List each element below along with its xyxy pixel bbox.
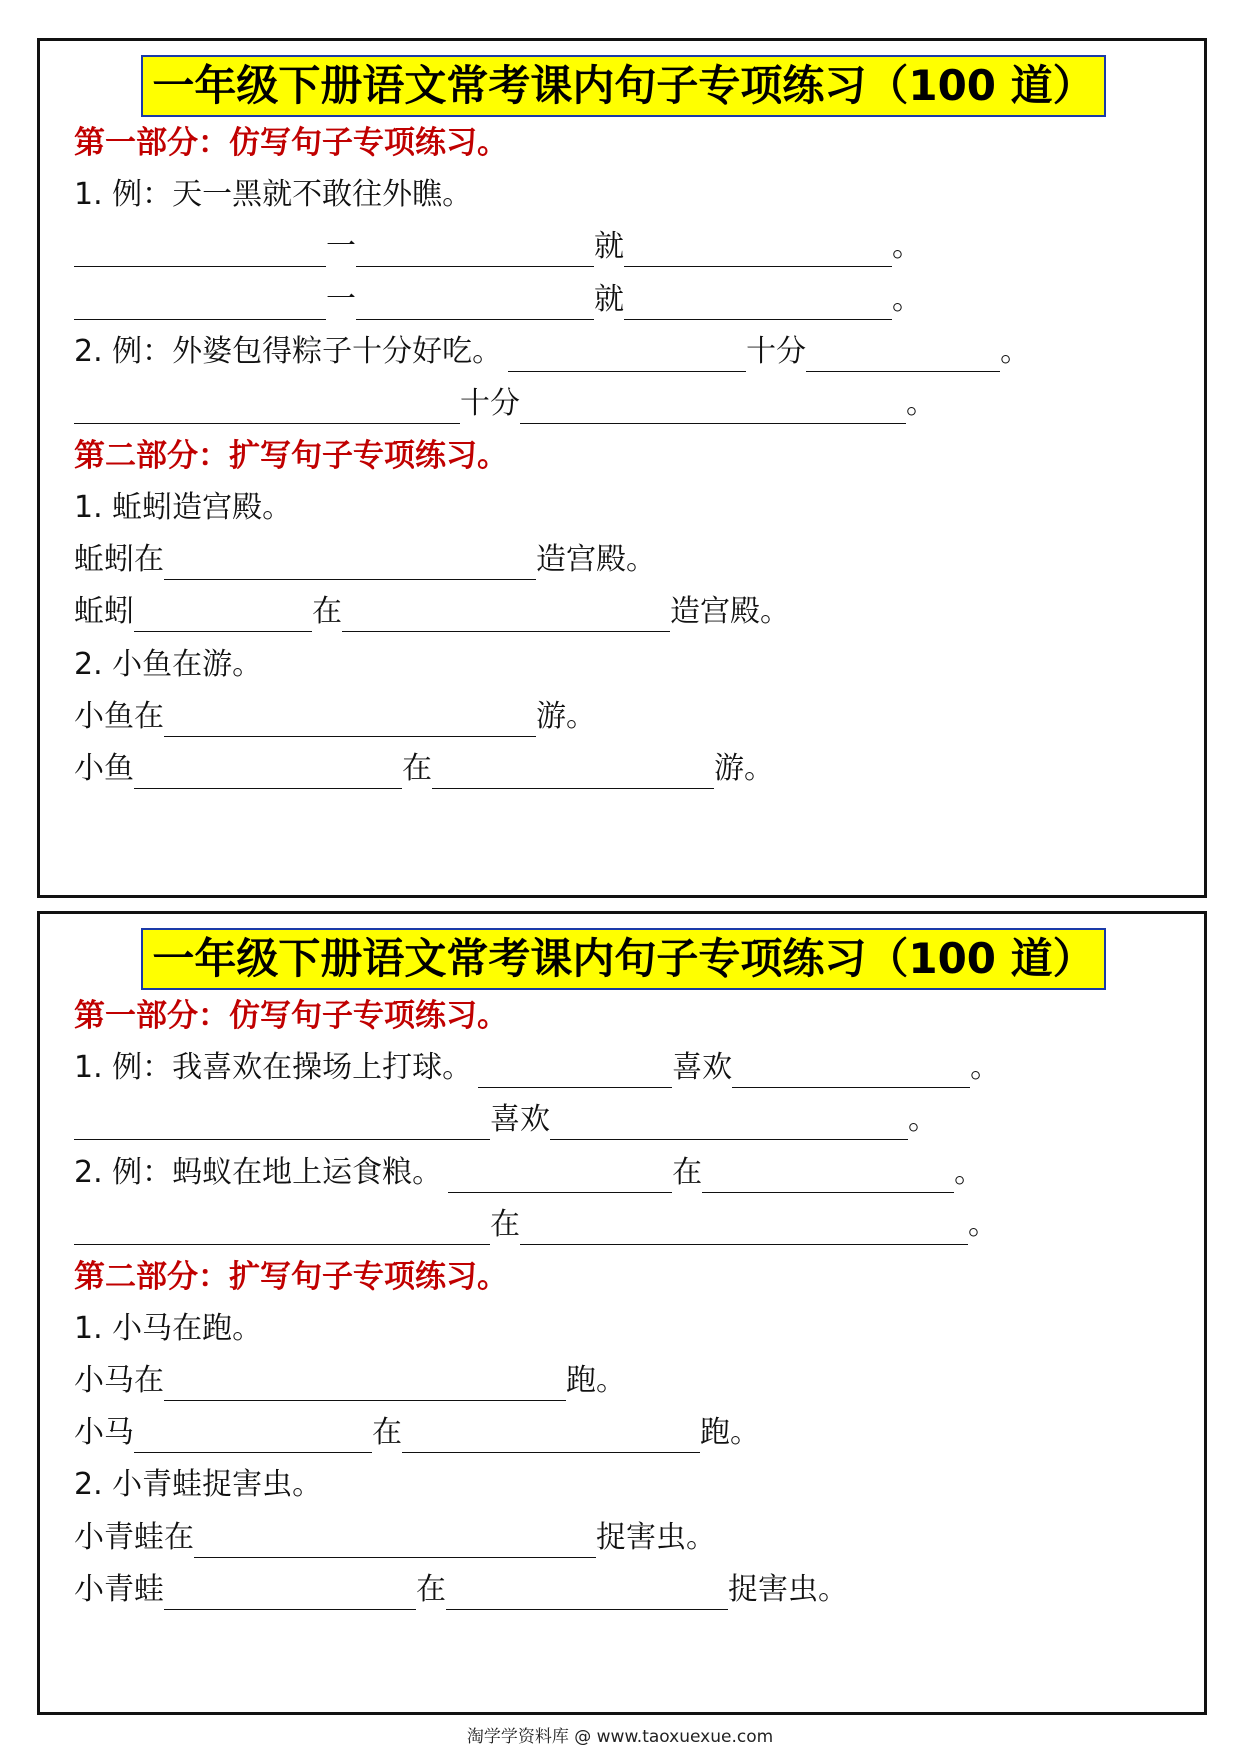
blank[interactable]: [550, 1103, 908, 1140]
blank[interactable]: [732, 1051, 970, 1088]
blank[interactable]: [74, 387, 460, 424]
example-sentence-2: 2. 例：蚂蚁在地上运食粮。: [74, 1155, 443, 1190]
word: 在: [416, 1572, 446, 1607]
expand-sentence-2: 2. 小青蛙捉害虫。: [74, 1467, 323, 1502]
blank[interactable]: [134, 1416, 372, 1453]
blank[interactable]: [134, 595, 312, 632]
blank[interactable]: [74, 230, 326, 267]
blank[interactable]: [134, 752, 402, 789]
fill-line: [74, 697, 596, 737]
word: 在: [672, 1155, 703, 1190]
fill-line: [74, 1361, 626, 1401]
worksheet-title: 一年级下册语文常考课内句子专项练习（100 道）: [141, 928, 1106, 990]
period: 。: [892, 282, 922, 317]
word: 蚯蚓在: [74, 542, 164, 577]
period: 。: [908, 1102, 938, 1137]
fill-line: [74, 1518, 716, 1558]
fill-line: [74, 227, 922, 267]
example-sentence-1: 1. 例：我喜欢在操场上打球。: [74, 1050, 473, 1085]
blank[interactable]: [356, 230, 594, 267]
fill-line: [74, 280, 922, 320]
fill-line: [74, 384, 936, 424]
word: 在: [490, 1207, 520, 1242]
worksheet-title: 一年级下册语文常考课内句子专项练习（100 道）: [141, 55, 1106, 117]
fill-line: [74, 749, 774, 789]
blank[interactable]: [446, 1573, 728, 1610]
part1-heading: 第一部分：仿写句子专项练习。: [74, 125, 508, 161]
part1-heading: 第一部分：仿写句子专项练习。: [74, 998, 508, 1034]
blank[interactable]: [702, 1156, 954, 1193]
word: 一: [326, 229, 356, 264]
blank[interactable]: [402, 1416, 700, 1453]
word: 在: [372, 1415, 402, 1450]
fill-line: [74, 1205, 998, 1245]
period: 。: [968, 1207, 998, 1242]
fill-line: [74, 1413, 760, 1453]
blank[interactable]: [74, 1208, 490, 1245]
worksheet-card-1: [37, 38, 1207, 898]
word: 喜欢: [490, 1102, 550, 1137]
word: 在: [402, 751, 432, 786]
fill-line: [74, 1100, 938, 1140]
expand-sentence-1: 1. 蚯蚓造宫殿。: [74, 490, 293, 525]
expand-sentence-1: 1. 小马在跑。: [74, 1311, 263, 1346]
blank[interactable]: [194, 1521, 596, 1558]
word: 一: [326, 282, 356, 317]
word: 小鱼在: [74, 699, 164, 734]
blank[interactable]: [74, 1103, 490, 1140]
blank[interactable]: [624, 230, 892, 267]
word: 小马: [74, 1415, 134, 1450]
word: 造宫殿。: [670, 594, 790, 629]
example-sentence-2-line: [74, 1153, 984, 1193]
footer-watermark: 淘学学资料库 @ www.taoxuexue.com: [466, 1727, 774, 1747]
period: 。: [906, 386, 936, 421]
blank[interactable]: [448, 1156, 672, 1193]
word: 十分: [460, 386, 520, 421]
word: 造宫殿。: [536, 542, 656, 577]
word: 小青蛙: [74, 1572, 164, 1607]
blank[interactable]: [478, 1051, 672, 1088]
worksheet-card-2: [37, 911, 1207, 1715]
blank[interactable]: [342, 595, 670, 632]
word: 就: [594, 229, 624, 264]
word: 游。: [536, 699, 596, 734]
word: 小鱼: [74, 751, 134, 786]
blank[interactable]: [520, 387, 906, 424]
blank[interactable]: [806, 335, 1000, 372]
word: 在: [312, 594, 342, 629]
fill-line: [74, 1570, 848, 1610]
blank[interactable]: [74, 283, 326, 320]
word: 就: [594, 282, 624, 317]
blank[interactable]: [356, 283, 594, 320]
period: 。: [892, 229, 922, 264]
word: 十分: [746, 334, 807, 369]
word: 蚯蚓: [74, 594, 134, 629]
blank[interactable]: [164, 1573, 416, 1610]
example-sentence-1: 1. 例：天一黑就不敢往外瞧。: [74, 177, 473, 212]
word: 小马在: [74, 1363, 164, 1398]
blank[interactable]: [432, 752, 714, 789]
word: 捉害虫。: [596, 1520, 716, 1555]
blank[interactable]: [624, 283, 892, 320]
word: 游。: [714, 751, 774, 786]
period: 。: [1000, 334, 1031, 369]
part2-heading: 第二部分：扩写句子专项练习。: [74, 1259, 508, 1295]
blank[interactable]: [508, 335, 746, 372]
expand-sentence-2: 2. 小鱼在游。: [74, 647, 263, 682]
fill-line: [74, 540, 656, 580]
period: 。: [954, 1155, 985, 1190]
blank[interactable]: [164, 1364, 566, 1401]
part2-heading: 第二部分：扩写句子专项练习。: [74, 438, 508, 474]
word: 跑。: [700, 1415, 760, 1450]
example-sentence-1-line: [74, 1048, 1000, 1088]
blank[interactable]: [520, 1208, 968, 1245]
word: 小青蛙在: [74, 1520, 194, 1555]
example-sentence-2: 2. 例：外婆包得粽子十分好吃。: [74, 334, 503, 369]
blank[interactable]: [164, 700, 536, 737]
example-sentence-2-line: [74, 332, 1030, 372]
word: 喜欢: [672, 1050, 733, 1085]
word: 跑。: [566, 1363, 626, 1398]
word: 捉害虫。: [728, 1572, 848, 1607]
blank[interactable]: [164, 543, 536, 580]
fill-line: [74, 592, 790, 632]
period: 。: [970, 1050, 1001, 1085]
